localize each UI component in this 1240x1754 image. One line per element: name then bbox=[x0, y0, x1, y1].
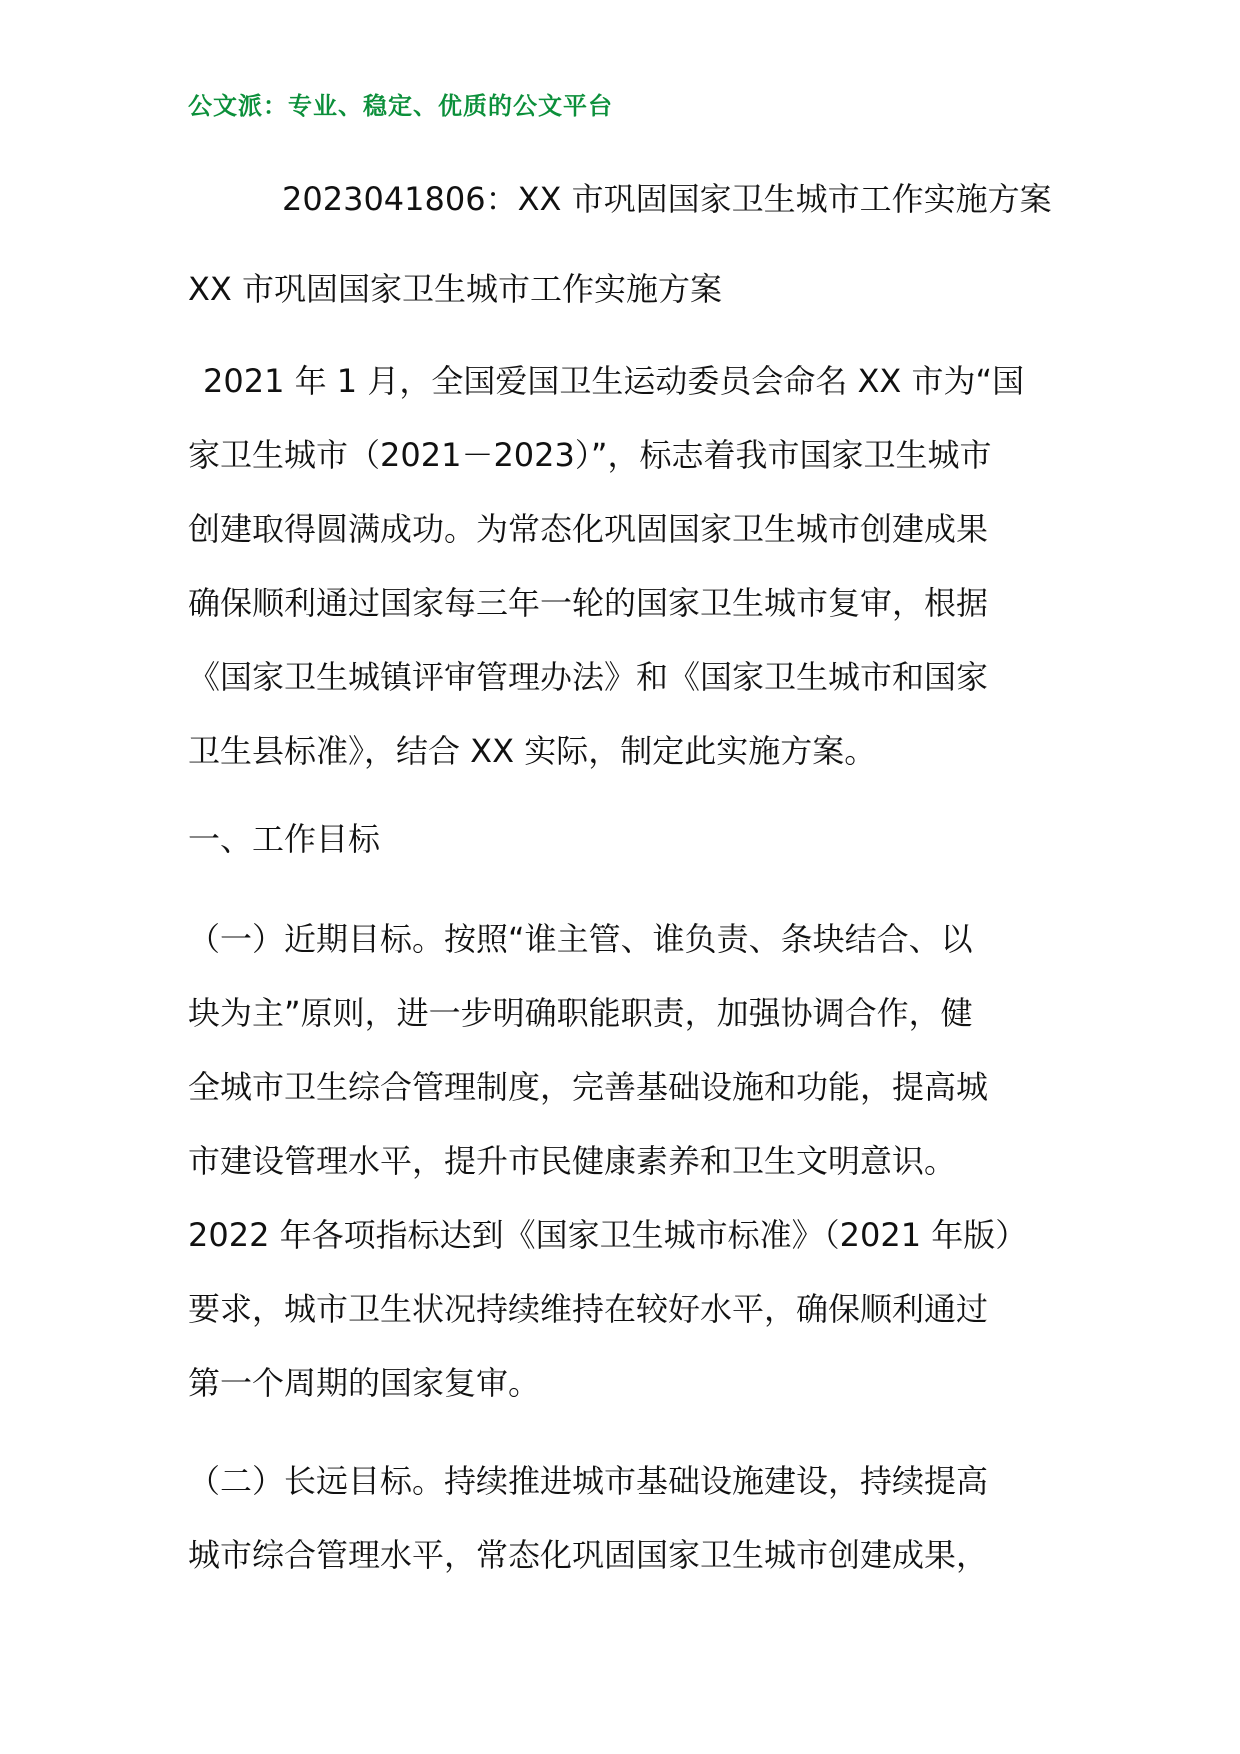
paragraph-line: 全城市卫生综合管理制度，完善基础设施和功能，提高城 bbox=[188, 1068, 989, 1106]
section-heading-text: 一、工作目标 bbox=[188, 820, 381, 858]
paragraph-line: 《国家卫生城镇评审管理办法》和《国家卫生城市和国家 bbox=[188, 658, 989, 696]
paragraph-line: 要求，城市卫生状况持续维持在较好水平，确保顺利通过 bbox=[188, 1290, 989, 1328]
paragraph-line: 市建设管理水平，提升市民健康素养和卫生文明意识。 bbox=[188, 1142, 957, 1180]
document-title: 2023041806：XX 市巩固国家卫生城市工作实施方案 bbox=[282, 180, 1052, 218]
paragraph-long-term-goals bbox=[188, 1444, 1068, 1592]
paragraph-line: 卫生县标准》，结合 XX 实际，制定此实施方案。 bbox=[188, 732, 877, 770]
paragraph-near-term-goals bbox=[188, 902, 1068, 1420]
paragraph-line: 家卫生城市（2021－2023）”，标志着我市国家卫生城市 bbox=[188, 436, 992, 474]
paragraph-line: 块为主”原则，进一步明确职能职责，加强协调合作，健 bbox=[188, 994, 973, 1032]
section-heading-work-goals bbox=[188, 802, 1068, 876]
paragraph-line: 城市综合管理水平，常态化巩固国家卫生城市创建成果， bbox=[188, 1536, 989, 1574]
paragraph-intro bbox=[188, 344, 1068, 788]
subtitle-text: XX 市巩固国家卫生城市工作实施方案 bbox=[188, 270, 723, 308]
paragraph-line: 第一个周期的国家复审。 bbox=[188, 1364, 541, 1402]
brand-header: 公文派：专业、稳定、优质的公文平台 bbox=[188, 92, 613, 120]
paragraph-line: 确保顺利通过国家每三年一轮的国家卫生城市复审，根据 bbox=[188, 584, 989, 622]
paragraph-line: 2022 年各项指标达到《国家卫生城市标准》（2021 年版） bbox=[188, 1216, 1028, 1254]
paragraph-line: （二）长远目标。持续推进城市基础设施建设，持续提高 bbox=[188, 1462, 989, 1500]
paragraph-line: 创建取得圆满成功。为常态化巩固国家卫生城市创建成果 bbox=[188, 510, 989, 548]
paragraph-line: （一）近期目标。按照“谁主管、谁负责、条块结合、以 bbox=[188, 920, 973, 958]
document-subtitle bbox=[188, 252, 1068, 326]
paragraph-line: 2021 年 1 月，全国爱国卫生运动委员会命名 XX 市为“国 bbox=[203, 362, 1025, 400]
